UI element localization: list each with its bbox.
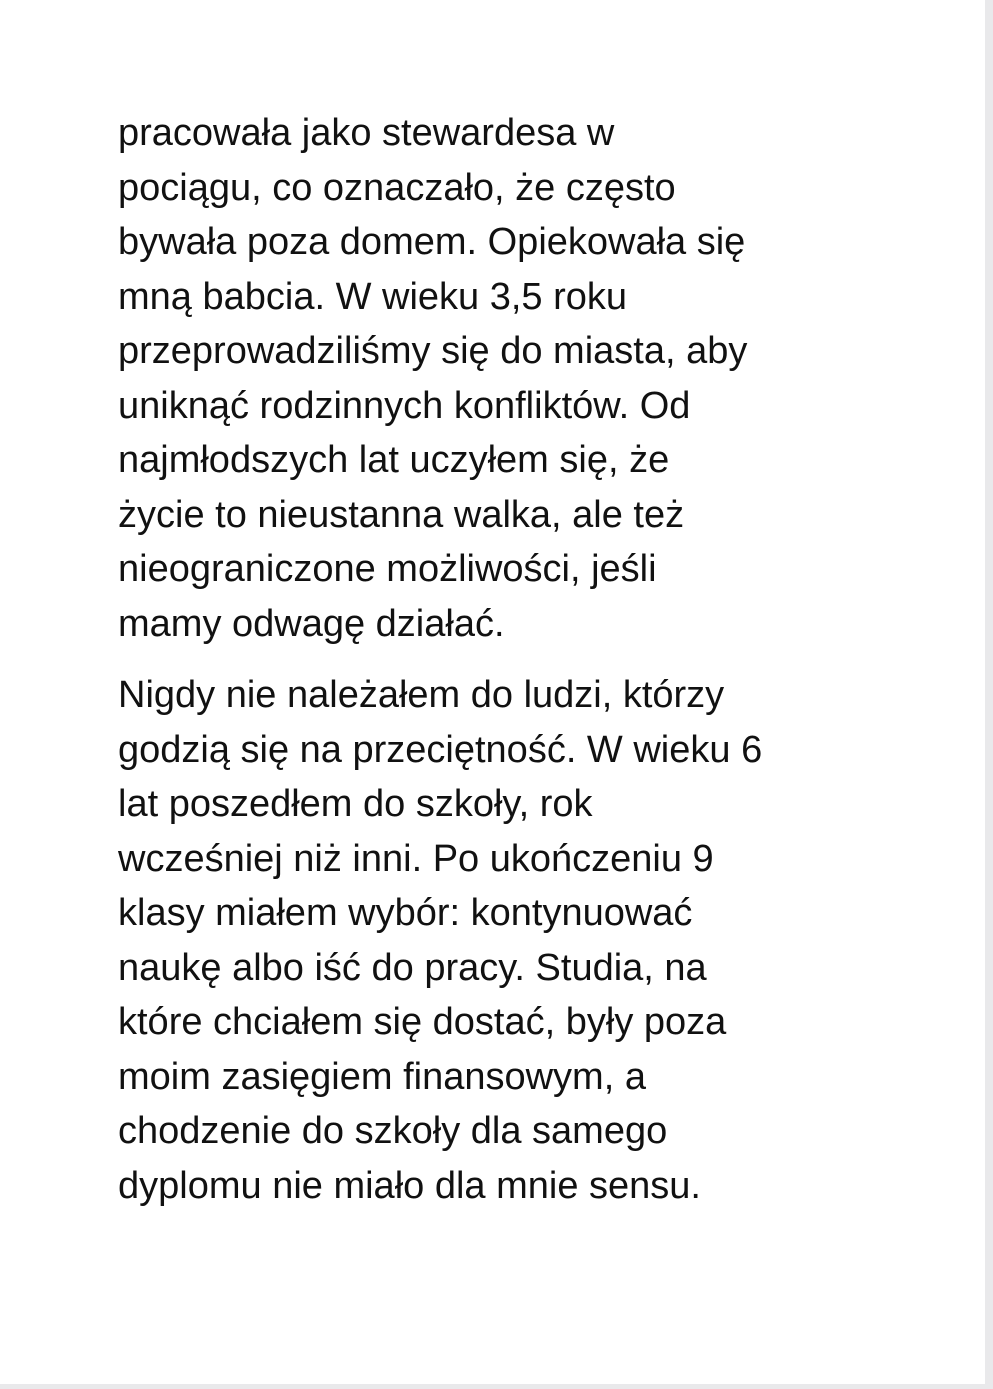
text-line: naukę albo iść do pracy. Studia, na — [118, 946, 707, 989]
text-line: chodzenie do szkoły dla samego — [118, 1110, 668, 1152]
text-line: pociągu, co oznaczało, że często — [118, 166, 676, 209]
text-line: wcześniej niż inni. Po ukończeniu 9 — [118, 837, 714, 880]
text-line: życie to nieustanna walka, ale też — [118, 493, 685, 536]
text-column — [118, 106, 838, 1213]
text-line: Nigdy nie należałem do ludzi, którzy — [118, 674, 725, 716]
text-line: bywała poza domem. Opiekowała się — [118, 221, 746, 263]
paragraph-2 — [118, 668, 838, 1213]
text-line: moim zasięgiem finansowym, a — [118, 1055, 646, 1098]
text-line: które chciałem się dostać, były poza — [118, 1001, 727, 1043]
text-line: mną babcia. W wieku 3,5 roku — [118, 275, 628, 318]
text-line: lat poszedłem do szkoły, rok — [118, 783, 593, 825]
text-line: mamy odwagę działać. — [118, 602, 505, 645]
text-line: najmłodszych lat uczyłem się, że — [118, 439, 670, 481]
text-line: klasy miałem wybór: kontynuować — [118, 892, 693, 934]
text-line: godzią się na przeciętność. W wieku 6 — [118, 728, 763, 771]
paragraph-1 — [118, 106, 838, 651]
text-line: przeprowadziliśmy się do miasta, aby — [118, 330, 748, 372]
text-line: pracowała jako stewardesa w — [118, 112, 615, 154]
text-line: dyplomu nie miało dla mnie sensu. — [118, 1164, 701, 1207]
text-line: nieograniczone możliwości, jeśli — [118, 548, 657, 590]
text-line: uniknąć rodzinnych konfliktów. Od — [118, 384, 691, 427]
